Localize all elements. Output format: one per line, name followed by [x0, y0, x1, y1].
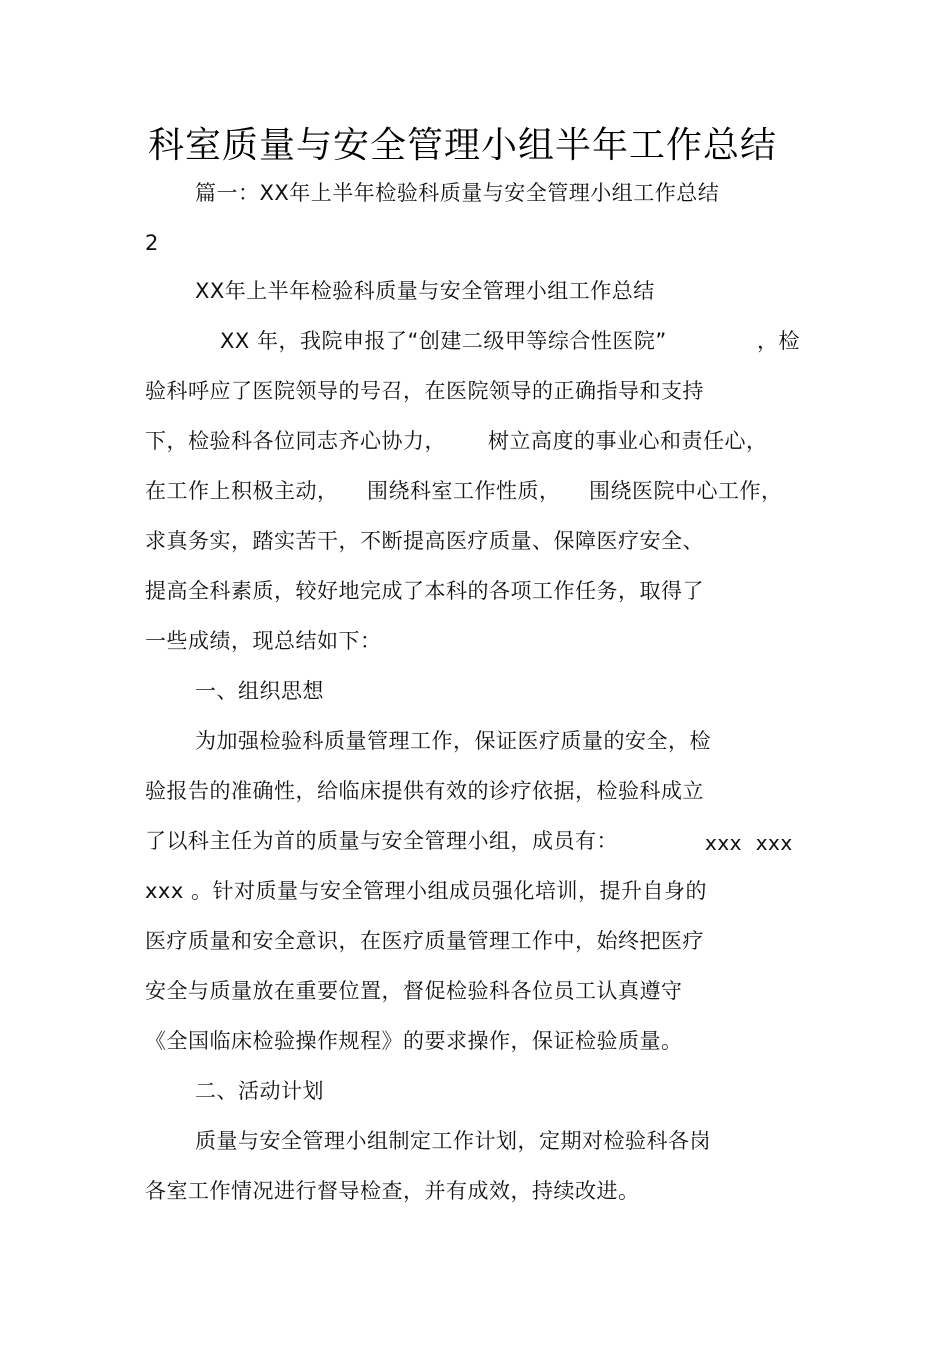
- section1-line-3b: xxx xxx: [705, 831, 793, 855]
- section1-line-5: 医疗质量和安全意识，在医疗质量管理工作中，始终把医疗: [145, 929, 704, 953]
- section-heading: XX年上半年检验科质量与安全管理小组工作总结: [195, 279, 655, 303]
- intro-line-5: 求真务实，踏实苦干，不断提高医疗质量、保障医疗安全、: [145, 529, 704, 553]
- subtitle-line-2: 2: [145, 231, 159, 255]
- section1-line-6: 安全与质量放在重要位置，督促检验科各位员工认真遵守: [145, 979, 683, 1003]
- intro-line-1b: ，检: [757, 329, 800, 353]
- intro-line-1a: XX 年，我院申报了“创建二级甲等综合性医院”: [220, 329, 667, 353]
- section1-line-2: 验报告的准确性，给临床提供有效的诊疗依据，检验科成立: [145, 779, 704, 803]
- section2-line-2: 各室工作情况进行督导检查，并有成效，持续改进。: [145, 1179, 640, 1203]
- intro-line-6: 提高全科素质，较好地完成了本科的各项工作任务，取得了: [145, 579, 704, 603]
- section1-line-1: 为加强检验科质量管理工作，保证医疗质量的安全，检: [195, 729, 711, 753]
- section2-heading: 二、活动计划: [195, 1079, 324, 1103]
- intro-line-7: 一些成绩，现总结如下：: [145, 629, 382, 653]
- subtitle-line-1: 篇一：XX年上半年检验科质量与安全管理小组工作总结: [195, 181, 720, 205]
- intro-line-3b: 树立高度的事业心和责任心，: [488, 429, 768, 453]
- intro-line-2: 验科呼应了医院领导的号召，在医院领导的正确指导和支持: [145, 379, 704, 403]
- intro-line-3a: 下，检验科各位同志齐心协力，: [145, 429, 446, 453]
- section2-line-1: 质量与安全管理小组制定工作计划，定期对检验科各岗: [195, 1129, 711, 1153]
- section1-line-3a: 了以科主任为首的质量与安全管理小组，成员有：: [145, 829, 618, 853]
- section1-line-4: xxx 。针对质量与安全管理小组成员强化培训，提升自身的: [145, 879, 707, 903]
- intro-line-4c: 围绕医院中心工作，: [589, 479, 783, 503]
- intro-line-4a: 在工作上积极主动，: [145, 479, 339, 503]
- section1-heading: 一、组织思想: [195, 679, 324, 703]
- intro-line-4b: 围绕科室工作性质，: [367, 479, 561, 503]
- document-title: 科室质量与安全管理小组半年工作总结: [148, 125, 778, 166]
- section1-line-7: 《全国临床检验操作规程》的要求操作，保证检验质量。: [145, 1029, 683, 1053]
